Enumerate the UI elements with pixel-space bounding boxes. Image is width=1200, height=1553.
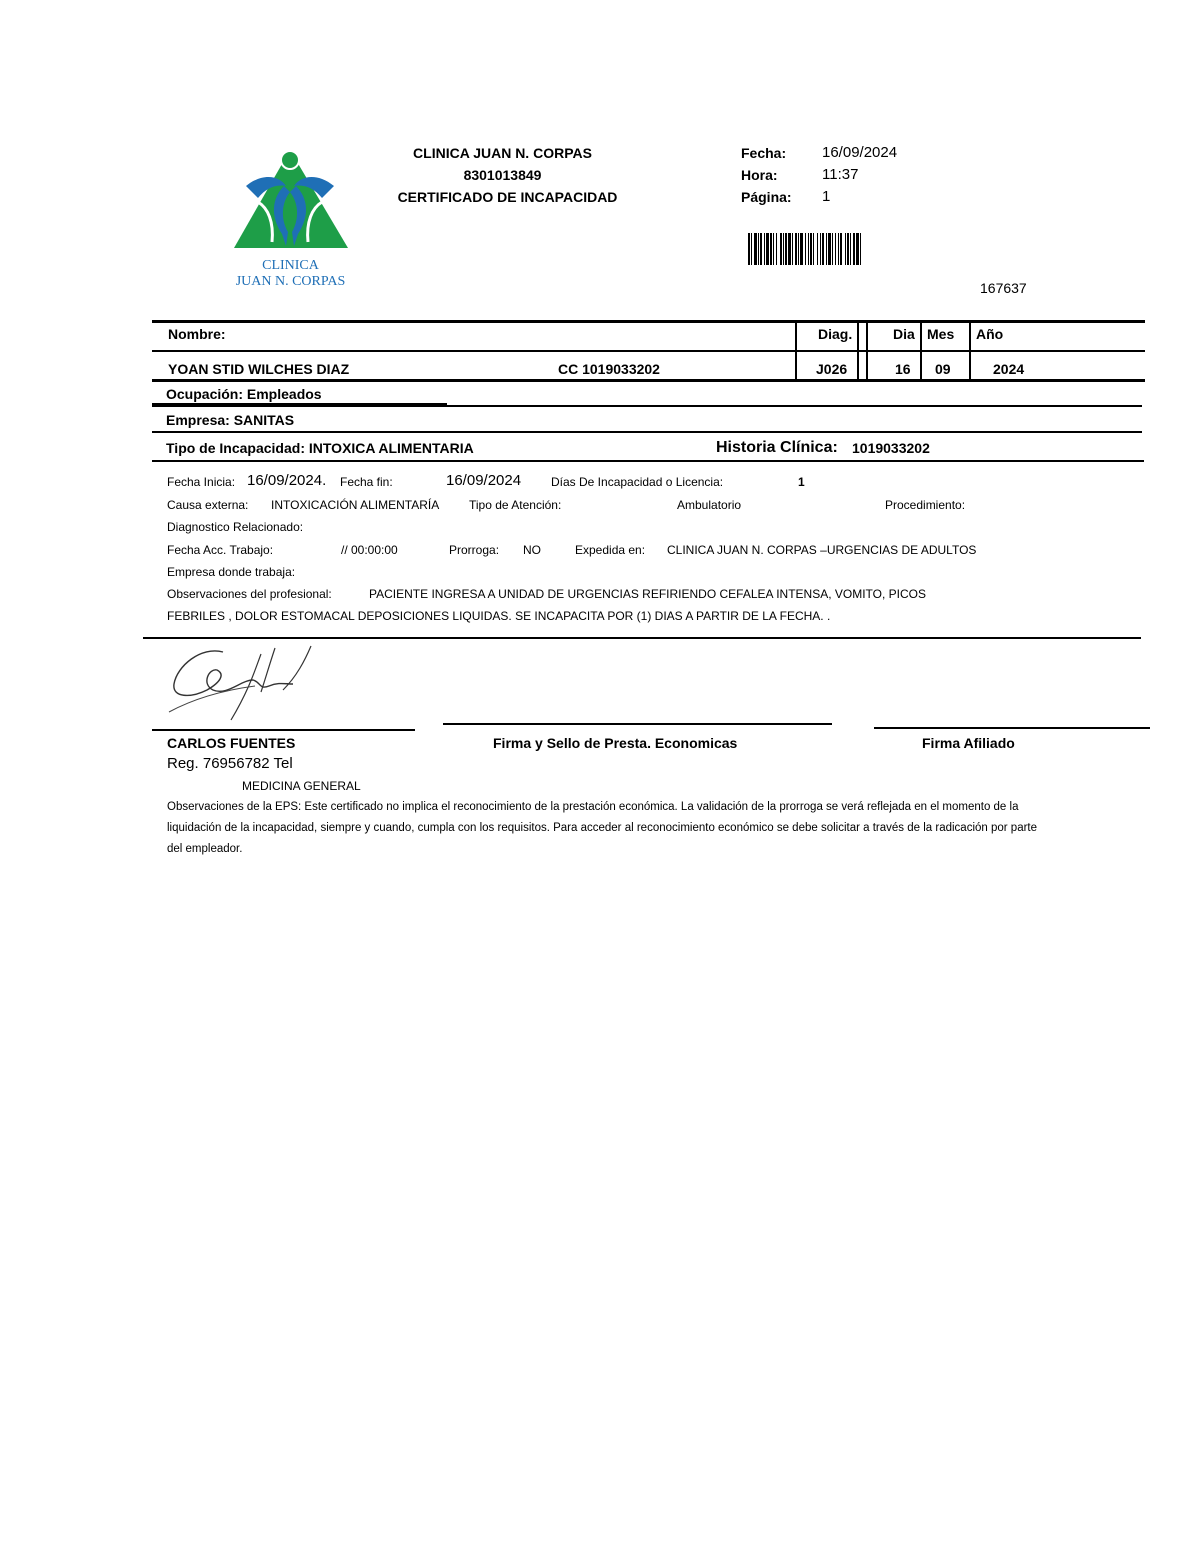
eps-observations: Observaciones de la EPS: Este certificado no implica el reconocimiento de la prestación económica. La validación de la prorroga se verá reflejada en el momento de la liquidación de la incapacidad, siempre y cuando, cumpla con los requisitos. Para acceder al reconocimiento económico se debe solicitar a través de la radicación por parte del empleador. xyxy=(167,801,1038,855)
table-name-rule xyxy=(152,379,1145,382)
doctor-name: CARLOS FUENTES xyxy=(167,735,296,751)
empresa-trabaja-label: Empresa donde trabaja: xyxy=(167,565,296,579)
fecha-acc-label: Fecha Acc. Trabajo: xyxy=(167,543,274,557)
presta-signature-label: Firma y Sello de Presta. Economicas xyxy=(493,735,738,751)
col-divider-diag-end xyxy=(857,321,859,380)
nombre-label: Nombre: xyxy=(168,326,226,342)
fecha-fin-value: 16/09/2024 xyxy=(446,472,522,489)
observaciones-line1: PACIENTE INGRESA A UNIDAD DE URGENCIAS REFIRIENDO CEFALEA INTENSA, VOMITO, PICOS xyxy=(369,587,927,601)
hora-value: 11:37 xyxy=(822,166,859,183)
causa-label: Causa externa: xyxy=(167,498,249,512)
dias-value: 1 xyxy=(798,475,805,489)
dia-label: Dia xyxy=(893,326,915,342)
ano-value: 2024 xyxy=(993,361,1025,377)
observaciones-label: Observaciones del profesional: xyxy=(167,587,332,601)
presta-signature-line xyxy=(443,723,832,725)
doctor-signature-line xyxy=(152,729,415,731)
patient-document: CC 1019033202 xyxy=(558,361,660,377)
expedida-label: Expedida en: xyxy=(575,543,646,557)
details-bottom-rule xyxy=(143,637,1141,639)
clinic-name: CLINICA JUAN N. CORPAS xyxy=(413,145,592,161)
barcode xyxy=(748,233,932,265)
clinic-logo-mark xyxy=(228,142,353,254)
clinic-nit: 8301013849 xyxy=(463,167,542,183)
patient-name: YOAN STID WILCHES DIAZ xyxy=(168,361,350,377)
doctor-signature xyxy=(165,640,325,725)
table-header-rule xyxy=(152,350,1145,352)
empresa-top-rule xyxy=(152,405,1142,407)
ocupacion: Ocupación: Empleados xyxy=(166,386,322,402)
diag-code: J026 xyxy=(816,361,848,377)
fecha-fin-label: Fecha fin: xyxy=(340,475,393,489)
tipo-bottom-rule xyxy=(152,460,1144,462)
dia-value: 16 xyxy=(895,361,911,377)
clinic-logo xyxy=(228,142,353,292)
causa-value: INTOXICACIÓN ALIMENTARÍA xyxy=(271,498,440,512)
expedida-value: CLINICA JUAN N. CORPAS –URGENCIAS DE ADULTOS xyxy=(667,543,977,557)
hora-label: Hora: xyxy=(741,167,778,183)
table-top-rule xyxy=(152,320,1145,323)
barcode-bar xyxy=(861,233,863,265)
historia-label: Historia Clínica: xyxy=(716,439,838,456)
logo-text-line2: JUAN N. CORPAS xyxy=(235,274,346,289)
fecha-value: 16/09/2024 xyxy=(822,144,898,161)
afiliado-signature-label: Firma Afiliado xyxy=(922,735,1015,751)
certificate-number: 167637 xyxy=(980,280,1027,296)
procedimiento-label: Procedimiento: xyxy=(885,498,966,512)
col-divider-diag xyxy=(795,321,797,380)
doctor-specialty: MEDICINA GENERAL xyxy=(242,779,361,793)
diag-label: Diag. xyxy=(818,326,853,342)
observaciones-line2: FEBRILES , DOLOR ESTOMACAL DEPOSICIONES LIQUIDAS. SE INCAPACITA POR (1) DIAS A PARTIR DE LA FECHA. . xyxy=(167,609,831,623)
fecha-inicia-value: 16/09/2024. xyxy=(247,472,327,489)
pagina-label: Página: xyxy=(741,189,792,205)
logo-text-line1: CLINICA xyxy=(262,258,319,273)
pagina-value: 1 xyxy=(822,188,831,205)
col-divider-mes xyxy=(920,321,922,380)
empresa-bottom-rule xyxy=(152,431,1142,433)
tipo-incapacidad: Tipo de Incapacidad: INTOXICA ALIMENTARIA xyxy=(166,440,474,456)
col-divider-dia xyxy=(866,321,868,380)
tipo-atencion-value: Ambulatorio xyxy=(677,498,742,512)
fecha-inicia-label: Fecha Inicia: xyxy=(167,475,236,489)
dias-label: Días De Incapacidad o Licencia: xyxy=(551,475,724,489)
document-title: CERTIFICADO DE INCAPACIDAD xyxy=(397,189,618,205)
historia-value: 1019033202 xyxy=(852,440,930,456)
fecha-label: Fecha: xyxy=(741,145,787,161)
tipo-atencion-label: Tipo de Atención: xyxy=(469,498,562,512)
col-divider-ano xyxy=(969,321,971,380)
diag-relacionado-label: Diagnostico Relacionado: xyxy=(167,520,304,534)
fecha-acc-value: // 00:00:00 xyxy=(341,543,398,557)
doctor-reg: Reg. 76956782 Tel xyxy=(167,755,293,772)
prorroga-value: NO xyxy=(523,543,541,557)
prorroga-label: Prorroga: xyxy=(449,543,500,557)
mes-label: Mes xyxy=(927,326,955,342)
afiliado-signature-line xyxy=(874,727,1150,729)
empresa: Empresa: SANITAS xyxy=(166,412,295,428)
mes-value: 09 xyxy=(935,361,951,377)
ano-label: Año xyxy=(976,326,1004,342)
